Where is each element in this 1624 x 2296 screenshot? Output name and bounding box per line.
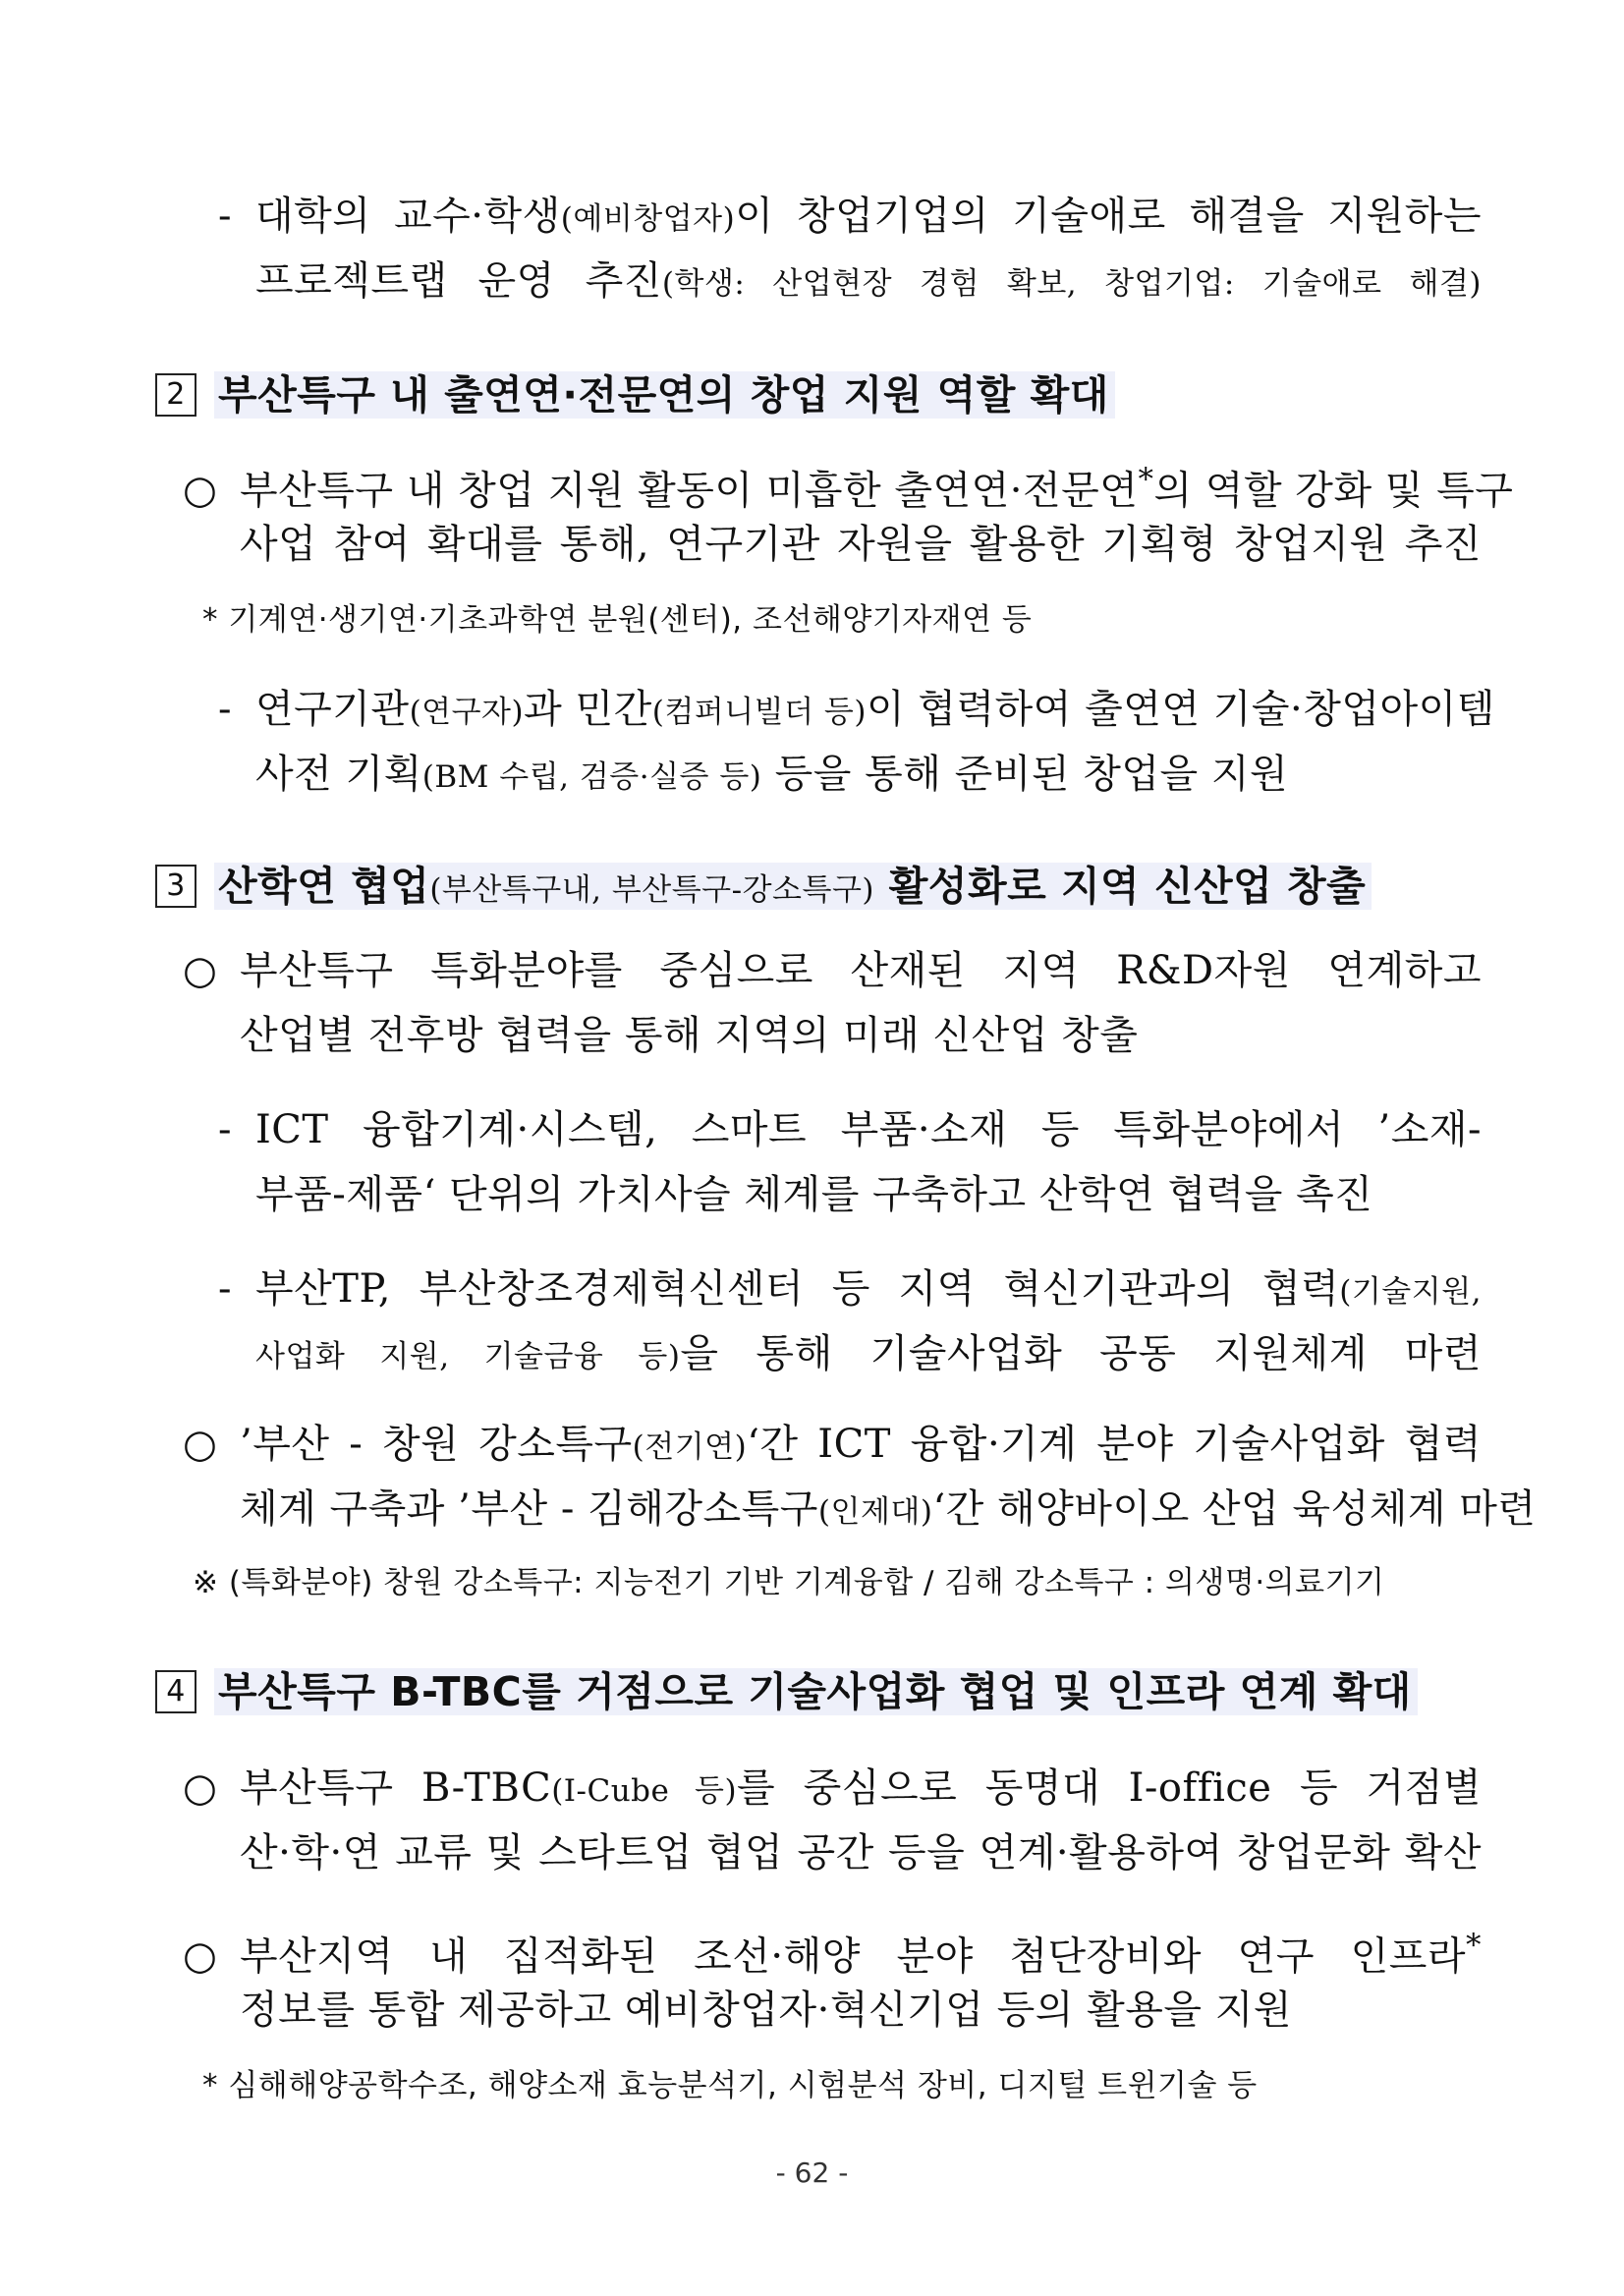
page-number: - 62 -: [775, 2156, 849, 2189]
circle-bullet: ○: [183, 948, 218, 993]
text-line: - 대학의 교수·학생(예비창업자)이 창업기업의 기술애로 해결을 지원하는: [218, 187, 1482, 249]
dash-marker: -: [218, 1266, 233, 1312]
text-line: - 연구기관(연구자)과 민간(컴퍼니빌더 등)이 협력하여 출연연 기술·창업아이템: [218, 680, 1482, 742]
reference-note: ※ (특화분야) 창원 강소특구: 지능전기 기반 기계융합 / 김해 강소특구 : 의생명·의료기기: [193, 1565, 1385, 1600]
section-title: 부산특구 내 출연연·전문연의 창업 지원 역할 확대: [214, 371, 1115, 419]
circle-bullet: ○: [183, 1422, 218, 1467]
text-line: ○ ’부산 - 창원 강소특구(전기연)‘간 ICT 융합·기계 분야 기술사업화 협력: [183, 1415, 1482, 1477]
section-number: 2: [155, 373, 196, 417]
text-line: 정보를 통합 제공하고 예비창업자·혁신기업 등의 활용을 지원: [240, 1988, 1293, 2033]
section-title: 산학연 협업(부산특구내, 부산특구-강소특구) 활성화로 지역 신산업 창출: [214, 863, 1372, 910]
text-line: - ICT 융합기계·시스템, 스마트 부품·소재 등 특화분야에서 ’소재-: [218, 1100, 1482, 1159]
text-line: 사업 참여 확대를 통해, 연구기관 자원을 활용한 기획형 창업지원 추진: [240, 522, 1482, 567]
text-line: 체계 구축과 ’부산 - 김해강소특구(인제대)‘간 해양바이오 산업 육성체계 마련: [240, 1486, 1537, 1532]
text-line: 부품-제품‘ 단위의 가치사슬 체계를 구축하고 산학연 협력을 촉진: [255, 1172, 1373, 1217]
text-line: ○ 부산특구 내 창업 지원 활동이 미흡한 출연연·전문연*의 역할 강화 및 특구: [183, 450, 1482, 520]
dash-marker: -: [218, 194, 233, 239]
text-line: 사전 기획(BM 수립, 검증·실증 등) 등을 통해 준비된 창업을 지원: [255, 752, 1289, 797]
section-heading: [155, 364, 1115, 426]
circle-bullet: ○: [183, 1765, 218, 1811]
text-line: ○ 부산특구 B-TBC(I-Cube 등)를 중심으로 동명대 I-office 등 거점별: [183, 1759, 1482, 1820]
text-line: 산업별 전후방 협력을 통해 지역의 미래 신산업 창출: [240, 1013, 1139, 1058]
text-line: 프로젝트랩 운영 추진(학생: 산업현장 경험 확보, 창업기업: 기술애로 해결): [255, 258, 1482, 304]
dash-marker: -: [218, 1107, 233, 1152]
section-number: 4: [155, 1670, 196, 1713]
dash-marker: -: [218, 687, 233, 732]
section-number: 3: [155, 865, 196, 908]
circle-bullet: ○: [183, 468, 218, 514]
text-line: 사업화 지원, 기술금융 등)을 통해 기술사업화 공동 지원체계 마련: [255, 1331, 1482, 1376]
circle-bullet: ○: [183, 1933, 218, 1980]
section-heading: [155, 1660, 1418, 1723]
footnote: * 기계연·생기연·기초과학연 분원(센터), 조선해양기자재연 등: [202, 602, 1033, 638]
text-line: ○ 부산지역 내 집적화된 조선·해양 분야 첨단장비와 연구 인프라*: [183, 1916, 1482, 1986]
section-heading: [155, 855, 1372, 922]
footnote: * 심해해양공학수조, 해양소재 효능분석기, 시험분석 장비, 디지털 트윈기술 등: [202, 2068, 1258, 2103]
text-line: - 부산TP, 부산창조경제혁신센터 등 지역 혁신기관과의 협력(기술지원,: [218, 1260, 1482, 1321]
text-line: 산·학·연 교류 및 스타트업 협업 공간 등을 연계·활용하여 창업문화 확산: [240, 1830, 1482, 1876]
text-line: ○ 부산특구 특화분야를 중심으로 산재된 지역 R&D자원 연계하고: [183, 941, 1482, 1000]
section-title: 부산특구 B-TBC를 거점으로 기술사업화 협업 및 인프라 연계 확대: [214, 1668, 1418, 1715]
